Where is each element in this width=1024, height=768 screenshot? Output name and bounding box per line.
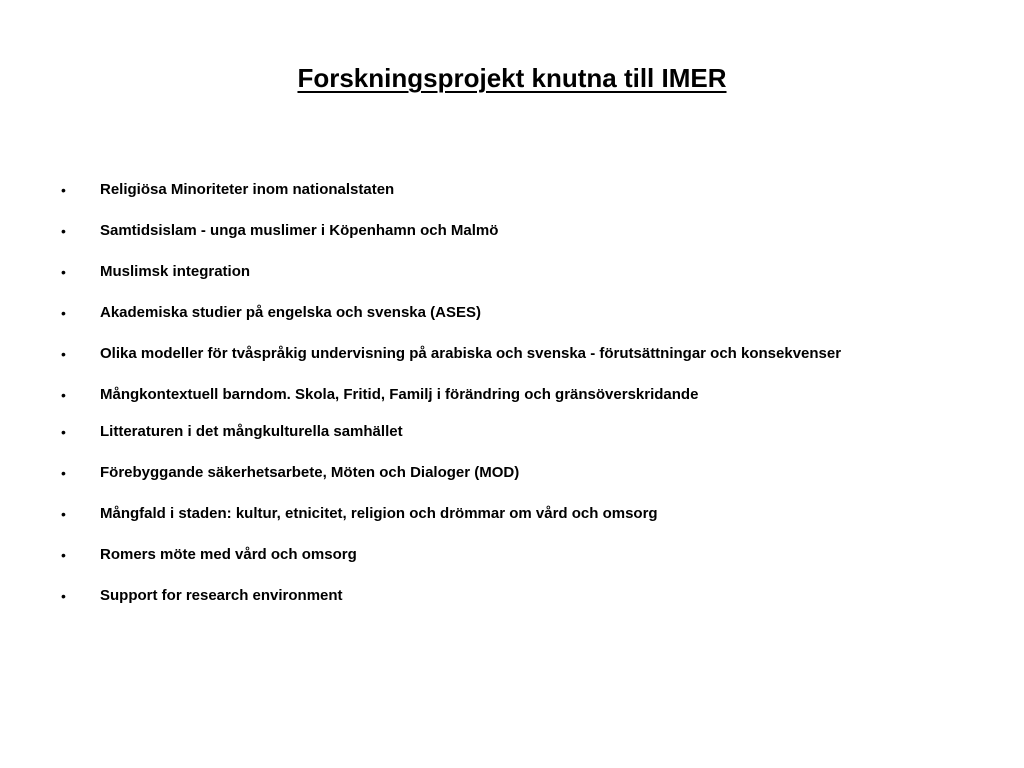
- bullet-icon: •: [61, 346, 66, 362]
- slide-title: Forskningsprojekt knutna till IMER: [297, 63, 727, 93]
- list-item: [0, 344, 1024, 364]
- list-item-text: Litteraturen i det mångkulturella samhället: [100, 423, 403, 440]
- list-item: [0, 463, 1024, 483]
- list-item: [0, 303, 1024, 323]
- list-item-text: Romers möte med vård och omsorg: [100, 546, 357, 563]
- bullet-list: [0, 180, 1024, 627]
- list-item: [0, 422, 1024, 442]
- list-item-text: Mångkontextuell barndom. Skola, Fritid, Familj i förändring och gränsöverskridande: [100, 386, 699, 403]
- list-item-text: Akademiska studier på engelska och svenska (ASES): [100, 304, 481, 321]
- bullet-icon: •: [61, 264, 66, 280]
- bullet-icon: •: [61, 465, 66, 481]
- list-item-text: Religiösa Minoriteter inom nationalstaten: [100, 181, 395, 198]
- list-item-text: Muslimsk integration: [100, 263, 251, 280]
- list-item: [0, 385, 1024, 405]
- list-item-text: Support for research environment: [100, 587, 343, 604]
- bullet-icon: •: [61, 588, 66, 604]
- bullet-icon: •: [61, 305, 66, 321]
- bullet-icon: •: [61, 223, 66, 239]
- list-item-text: Mångfald i staden: kultur, etnicitet, religion och drömmar om vård och omsorg: [100, 505, 658, 522]
- bullet-icon: •: [61, 547, 66, 563]
- list-item-text: Olika modeller för tvåspråkig undervisning på arabiska och svenska - förutsättningar och konsekvenser: [100, 345, 842, 362]
- bullet-icon: •: [61, 506, 66, 522]
- bullet-icon: •: [61, 182, 66, 198]
- list-item: [0, 180, 1024, 200]
- bullet-icon: •: [61, 424, 66, 440]
- list-item-text: Samtidsislam - unga muslimer i Köpenhamn och Malmö: [100, 222, 499, 239]
- list-item-text: Förebyggande säkerhetsarbete, Möten och Dialoger (MOD): [100, 464, 520, 481]
- bullet-icon: •: [61, 387, 66, 403]
- list-item: [0, 586, 1024, 606]
- list-item: [0, 545, 1024, 565]
- list-item: [0, 262, 1024, 282]
- list-item: [0, 504, 1024, 524]
- list-item: [0, 221, 1024, 241]
